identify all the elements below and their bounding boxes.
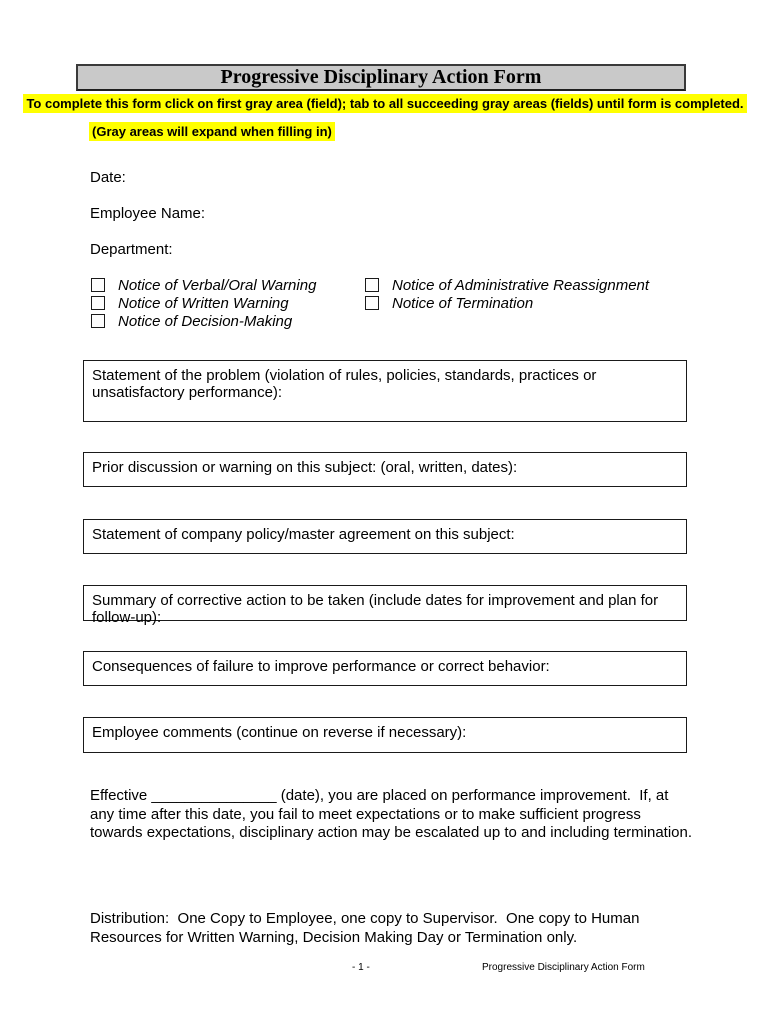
company-policy-label: Statement of company policy/master agreement on this subject: [92, 526, 515, 543]
notice-row-verbal-oral-warning [91, 276, 316, 294]
prior-discussion-label: Prior discussion or warning on this subject: (oral, written, dates): [92, 459, 518, 476]
checkbox-label: Notice of Written Warning [118, 294, 289, 312]
department-field-label: Department: [90, 241, 173, 258]
notice-row-written-warning [91, 294, 316, 312]
notice-checkbox-column-right [365, 276, 649, 312]
employee-name-field-label: Employee Name: [90, 205, 206, 222]
checkbox-decision-making[interactable] [91, 314, 105, 328]
statement-of-problem-box[interactable] [83, 360, 687, 422]
notice-checkbox-column-left [91, 276, 316, 330]
consequences-box[interactable] [83, 651, 687, 686]
company-policy-box[interactable] [83, 519, 687, 554]
checkbox-verbal-oral-warning[interactable] [91, 278, 105, 292]
checkbox-written-warning[interactable] [91, 296, 105, 310]
distribution-paragraph: Distribution: One Copy to Employee, one copy to Supervisor. One copy to Human Resources for Written Warning, Decision Making Day or Termination only. [90, 910, 644, 946]
checkbox-label: Notice of Decision-Making [118, 312, 293, 330]
corrective-action-box[interactable] [83, 585, 687, 626]
footer-document-name: Progressive Disciplinary Action Form [482, 962, 645, 973]
statement-of-problem-label: Statement of the problem (violation of rules, policies, standards, practices or unsatisfactory performance): [92, 367, 597, 401]
instruction-line-1 [0, 95, 770, 112]
notice-row-termination [365, 294, 649, 312]
form-title-bar [76, 64, 686, 91]
footer-page-number: - 1 - [352, 962, 370, 973]
employee-comments-box[interactable] [83, 717, 687, 753]
date-field-label: Date: [90, 169, 126, 186]
checkbox-administrative-reassignment[interactable] [365, 278, 379, 292]
corrective-action-label: Summary of corrective action to be taken (include dates for improvement and plan for follow-up): [92, 592, 659, 626]
prior-discussion-box[interactable] [83, 452, 687, 487]
consequences-label: Consequences of failure to improve performance or correct behavior: [92, 658, 550, 675]
instruction-line-1-text: To complete this form click on first gray area (field); tab to all succeeding gray areas (fields) until form is completed. [23, 94, 746, 113]
instruction-line-2-text: (Gray areas will expand when filling in) [89, 122, 335, 141]
employee-comments-label: Employee comments (continue on reverse if necessary): [92, 724, 467, 741]
notice-row-decision-making [91, 312, 316, 330]
notice-row-administrative-reassignment [365, 276, 649, 294]
checkbox-label: Notice of Administrative Reassignment [392, 276, 650, 294]
checkbox-label: Notice of Verbal/Oral Warning [118, 276, 317, 294]
instruction-line-2 [89, 123, 335, 140]
checkbox-label: Notice of Termination [392, 294, 534, 312]
form-title: Progressive Disciplinary Action Form [220, 66, 542, 88]
checkbox-termination[interactable] [365, 296, 379, 310]
effective-date-paragraph: Effective _______________ (date), you are placed on performance improvement. If, at any time after this date, you fail to meet expectations or to make sufficient progress towards expectations, disciplinary action may be escalated up to and including termination. [90, 787, 693, 841]
